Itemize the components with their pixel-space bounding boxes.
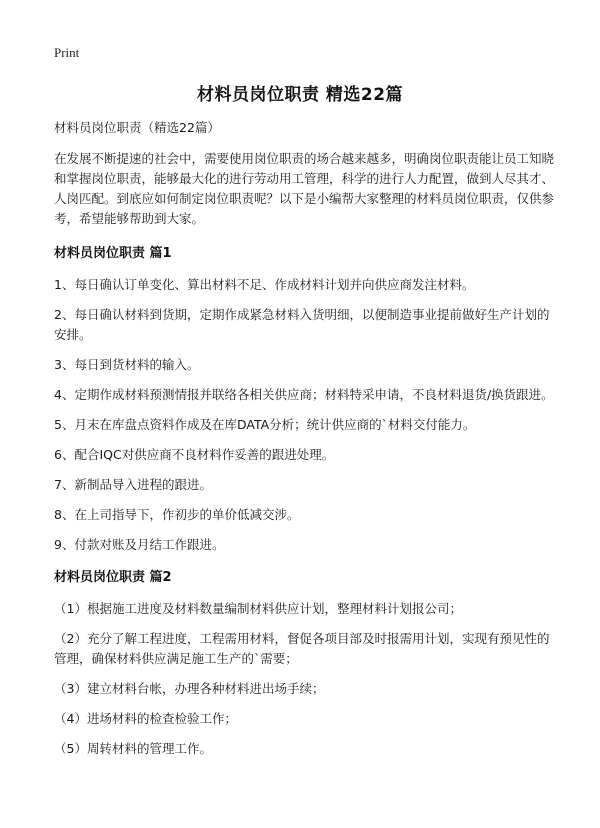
list-item: 5、月末在库盘点资料作成及在库DATA分析；统计供应商的`材料交付能力。: [54, 417, 476, 432]
document-body: [54, 118, 554, 769]
document-subtitle: 材料员岗位职责（精选22篇）: [54, 120, 220, 135]
list-item: （4）进场材料的检查检验工作；: [54, 711, 237, 726]
section-1: [54, 244, 554, 555]
list-item: 1、每日确认订单变化、算出材料不足、作成材料计划并向供应商发注材料。: [54, 277, 475, 292]
section-2: [54, 568, 554, 759]
list-item: 7、新制品导入进程的跟进。: [54, 477, 212, 492]
list-item: （5）周转材料的管理工作。: [54, 741, 212, 756]
page-title: 材料员岗位职责 精选22篇: [196, 85, 404, 105]
list-item: 3、每日到货材料的输入。: [54, 357, 200, 372]
intro-paragraph: 在发展不断提速的社会中，需要使用岗位职责的场合越来越多，明确岗位职责能让员工知晓和掌握岗位职责，能够最大化的进行劳动用工管理，科学的进行人力配置，做到人尽其才、人岗匹配。到底应如何制定岗位职责呢？以下是小编帮大家整理的材料员岗位职责，仅供参考，希望能够帮助到大家。: [54, 151, 555, 226]
list-item: （3）建立材料台帐，办理各种材料进出场手续；: [54, 681, 325, 696]
section-heading: 材料员岗位职责 篇1: [54, 246, 172, 261]
list-item: 6、配合IQC对供应商不良材料作妥善的跟进处理。: [54, 447, 335, 462]
list-item: 4、定期作成材料预测情报并联络各相关供应商；材料特采申请，不良材料退货/换货跟进。: [54, 387, 554, 402]
list-item: （1）根据施工进度及材料数量编制材料供应计划，整理材料计划报公司；: [54, 601, 462, 616]
section-heading: 材料员岗位职责 篇2: [54, 570, 172, 585]
list-item: 8、在上司指导下，作初步的单价低减交涉。: [54, 507, 300, 522]
print-label: Print: [54, 45, 80, 60]
list-item: 9、付款对账及月结工作跟进。: [54, 537, 225, 552]
list-item: （2）充分了解工程进度，工程需用材料，督促各项目部及时报需用计划，实现有预见性的管理，确保材料供应满足施工生产的`需要；: [54, 631, 550, 666]
list-item: 2、每日确认材料到货期，定期作成紧急材料入货明细，以便制造事业提前做好生产计划的安排。: [54, 307, 550, 342]
